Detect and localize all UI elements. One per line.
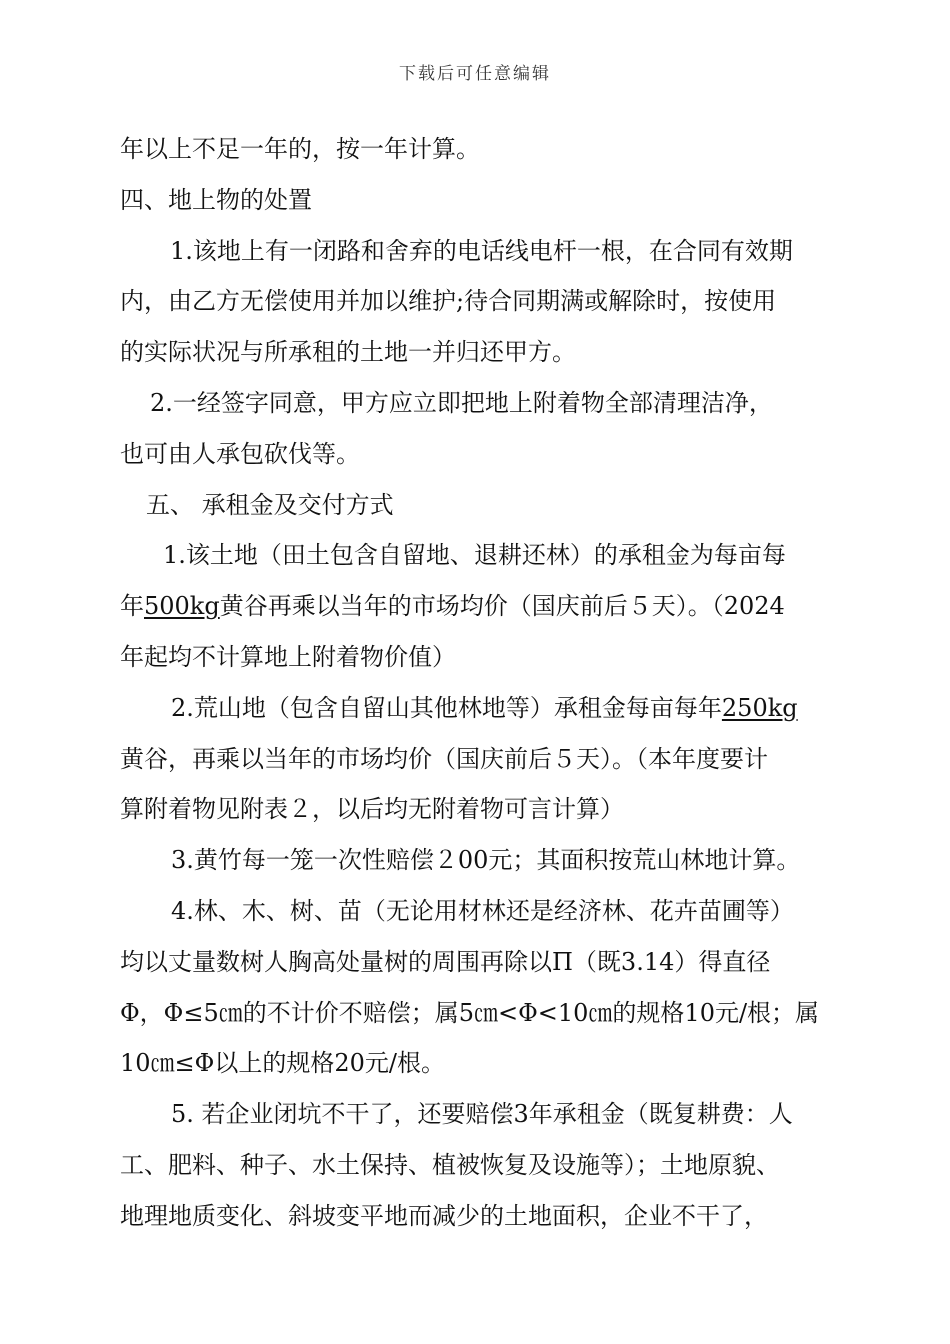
paragraph-line: 也可由人承包砍伐等。 (120, 439, 360, 468)
text-segment: 黄谷再乘以当年的市场均价（国庆前后５天）。（2024 (219, 592, 785, 621)
paragraph-line: 工、肥料、种子、水土保持、植被恢复及设施等）；土地原貌、 (120, 1150, 780, 1179)
paragraph-line: 算附着物见附表２，以后均无附着物可言计算） (120, 795, 624, 824)
paragraph-line: 内，由乙方无偿使用并加以维护;待合同期满或解除时，按使用 (120, 287, 777, 316)
paragraph-line: 地理地质变化、斜坡变平地而减少的土地面积，企业不干了， (120, 1201, 768, 1230)
page-header: 下载后可任意编辑 (399, 64, 551, 81)
paragraph-line: 年起均不计算地上附着物价值） (120, 642, 456, 671)
rent-amount-farmland: 500kg (144, 592, 220, 621)
paragraph-line (120, 581, 834, 632)
paragraph-line: Φ，Φ≤5㎝的不计价不赔偿；属5㎝<Φ<10㎝的规格10元/根；属 (120, 998, 820, 1027)
section-heading-4: 四、地上物的处置 (120, 185, 312, 214)
paragraph-line: 的实际状况与所承租的土地一并归还甲方。 (120, 338, 576, 367)
paragraph-line (120, 683, 834, 734)
paragraph-line: 4.林、木、树、苗（无论用材林还是经济林、花卉苗圃等） (171, 896, 794, 925)
paragraph-line: 1.该土地（田土包含自留地、退耕还林）的承租金为每亩每 (163, 541, 786, 570)
text-segment: 年 (120, 592, 144, 621)
text-segment: 2.荒山地（包含自留山其他林地等）承租金每亩每年 (171, 693, 722, 722)
section-heading-5: 五、 承租金及交付方式 (146, 490, 394, 519)
paragraph-line: 3.黄竹每一笼一次性赔偿２00元；其面积按荒山林地计算。 (171, 846, 801, 875)
paragraph-line: 均以丈量数树人胸高处量树的周围再除以Π（既3.14）得直径 (120, 947, 771, 976)
paragraph-line: 1.该地上有一闭路和舍弃的电话线电杆一根，在合同有效期 (170, 236, 793, 265)
document-body (120, 124, 834, 1242)
rent-amount-wasteland: 250kg (721, 693, 798, 722)
paragraph-line: 2.一经签字同意，甲方应立即把地上附着物全部清理洁净， (150, 388, 773, 417)
paragraph-line: 年以上不足一年的，按一年计算。 (120, 135, 480, 163)
paragraph-line: 5. 若企业闭坑不干了，还要赔偿3年承租金（既复耕费：人 (171, 1100, 793, 1129)
paragraph-line: 黄谷，再乘以当年的市场均价（国庆前后５天）。（本年度要计 (120, 744, 768, 773)
paragraph-line: 10㎝≤Φ以上的规格20元/根。 (120, 1049, 445, 1078)
